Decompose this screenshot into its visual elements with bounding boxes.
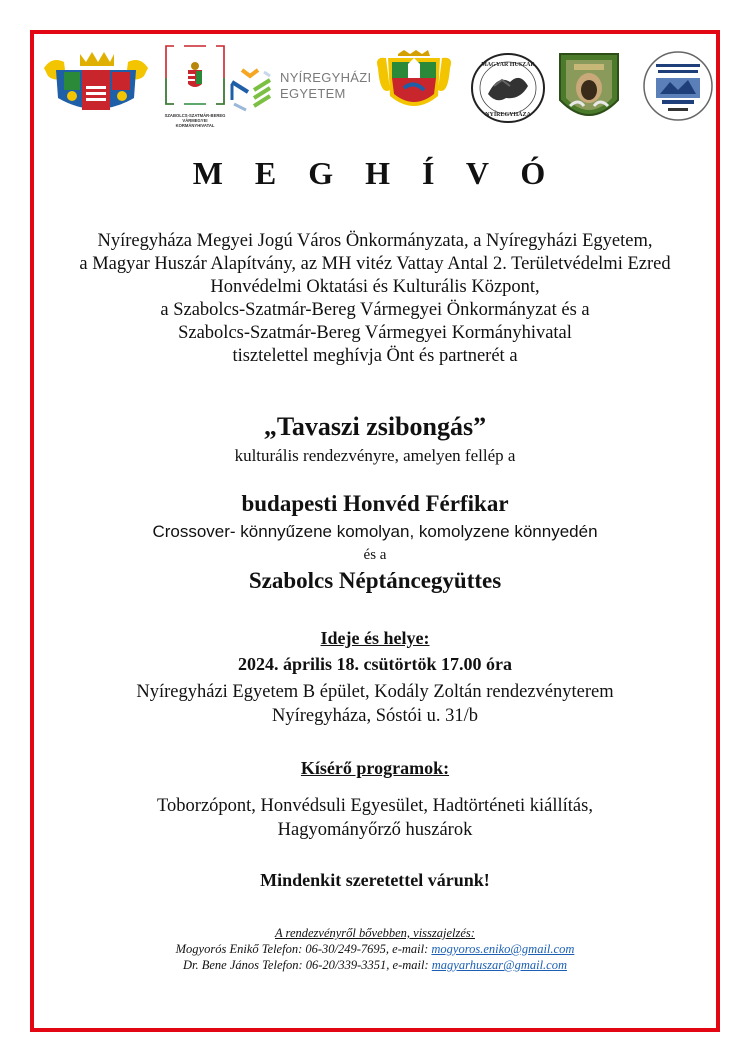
university-name-line2: EGYETEM <box>280 86 346 101</box>
cultural-center-seal-icon <box>642 50 714 122</box>
event-location <box>34 680 716 728</box>
contact-details: Dr. Bene János Telefon: 06-20/339-3351, e-mail: <box>182 958 432 972</box>
contact-person <box>34 957 716 973</box>
side-programs-line: Toborzópont, Honvédsuli Egyesület, Hadtörténeti kiállítás, <box>157 796 593 816</box>
hussar-seal-icon <box>470 50 546 126</box>
svg-text:MAGYAR HUSZÁR: MAGYAR HUSZÁR <box>481 62 535 68</box>
event-title: „Tavaszi zsibongás” <box>263 412 487 441</box>
hosts-paragraph <box>34 230 716 368</box>
government-office-caption-1: SZABOLCS-SZATMÁR-BEREG <box>164 113 226 118</box>
lion-shield-icon <box>556 50 622 130</box>
contact-heading: A rendezvényről bővebben, visszajelzés: <box>275 926 475 940</box>
svg-text:NYÍREGYHÁZA: NYÍREGYHÁZA <box>485 112 531 118</box>
side-programs-line: Hagyományőrző huszárok <box>277 820 473 840</box>
event-venue: Nyíregyházi Egyetem B épület, Kodály Zoltán rendezvényterem <box>136 682 614 702</box>
side-programs-list <box>34 794 716 842</box>
coat-of-arms-icon <box>42 48 150 116</box>
logos-row <box>36 40 714 140</box>
hosts-line: Szabolcs-Szatmár-Bereg Vármegyei Kormányhivatal <box>178 323 572 343</box>
contact-details: Mogyorós Enikő Telefon: 06-30/249-7695, e-mail: <box>175 942 432 956</box>
university-name-line1: NYÍREGYHÁZI <box>280 70 372 85</box>
performer-choir: budapesti Honvéd Férfikar <box>241 491 509 516</box>
hosts-line: Honvédelmi Oktatási és Kulturális Központ, <box>210 277 540 297</box>
government-office-caption-3: KORMÁNYHIVATAL <box>175 123 215 128</box>
closing-line: Mindenkit szeretettel várunk! <box>260 870 490 890</box>
city-coat-of-arms-icon <box>374 50 454 120</box>
email-link[interactable]: magyarhuszar@gmail.com <box>431 958 568 972</box>
performer-dance-ensemble: Szabolcs Néptáncegyüttes <box>248 568 502 593</box>
nyiregyhazi-egyetem-logo <box>228 60 372 120</box>
contact-block <box>34 925 716 973</box>
government-office-logo <box>160 44 230 136</box>
time-place-heading: Ideje és helye: <box>320 628 430 648</box>
hosts-line: a Szabolcs-Szatmár-Bereg Vármegyei Önkormányzat és a <box>160 300 590 320</box>
government-office-icon <box>160 44 230 108</box>
government-office-caption-2: VÁRMEGYEI <box>182 118 208 123</box>
hosts-line: tisztelettel meghívja Önt és partnerét a <box>232 346 518 366</box>
event-date: 2024. április 18. csütörtök 17.00 óra <box>238 654 512 674</box>
hosts-line: a Magyar Huszár Alapítvány, az MH vitéz Vattay Antal 2. Területvédelmi Ezred <box>79 254 671 274</box>
event-subtitle: kulturális rendezvényre, amelyen fellép a <box>234 446 516 465</box>
side-programs-heading: Kísérő programok: <box>300 758 450 778</box>
university-cube-icon <box>228 66 274 112</box>
performer-connector: és a <box>363 547 387 563</box>
performer-choir-subtitle: Crossover- könnyűzene komolyan, komolyzene könnyedén <box>152 522 598 541</box>
contact-person <box>34 941 716 957</box>
event-address: Nyíregyháza, Sóstói u. 31/b <box>271 706 479 726</box>
invitation-title: M E G H Í V Ó <box>192 155 558 191</box>
email-link[interactable]: mogyoros.eniko@gmail.com <box>431 942 575 956</box>
hosts-line: Nyíregyháza Megyei Jogú Város Önkormányzata, a Nyíregyházi Egyetem, <box>97 231 653 251</box>
